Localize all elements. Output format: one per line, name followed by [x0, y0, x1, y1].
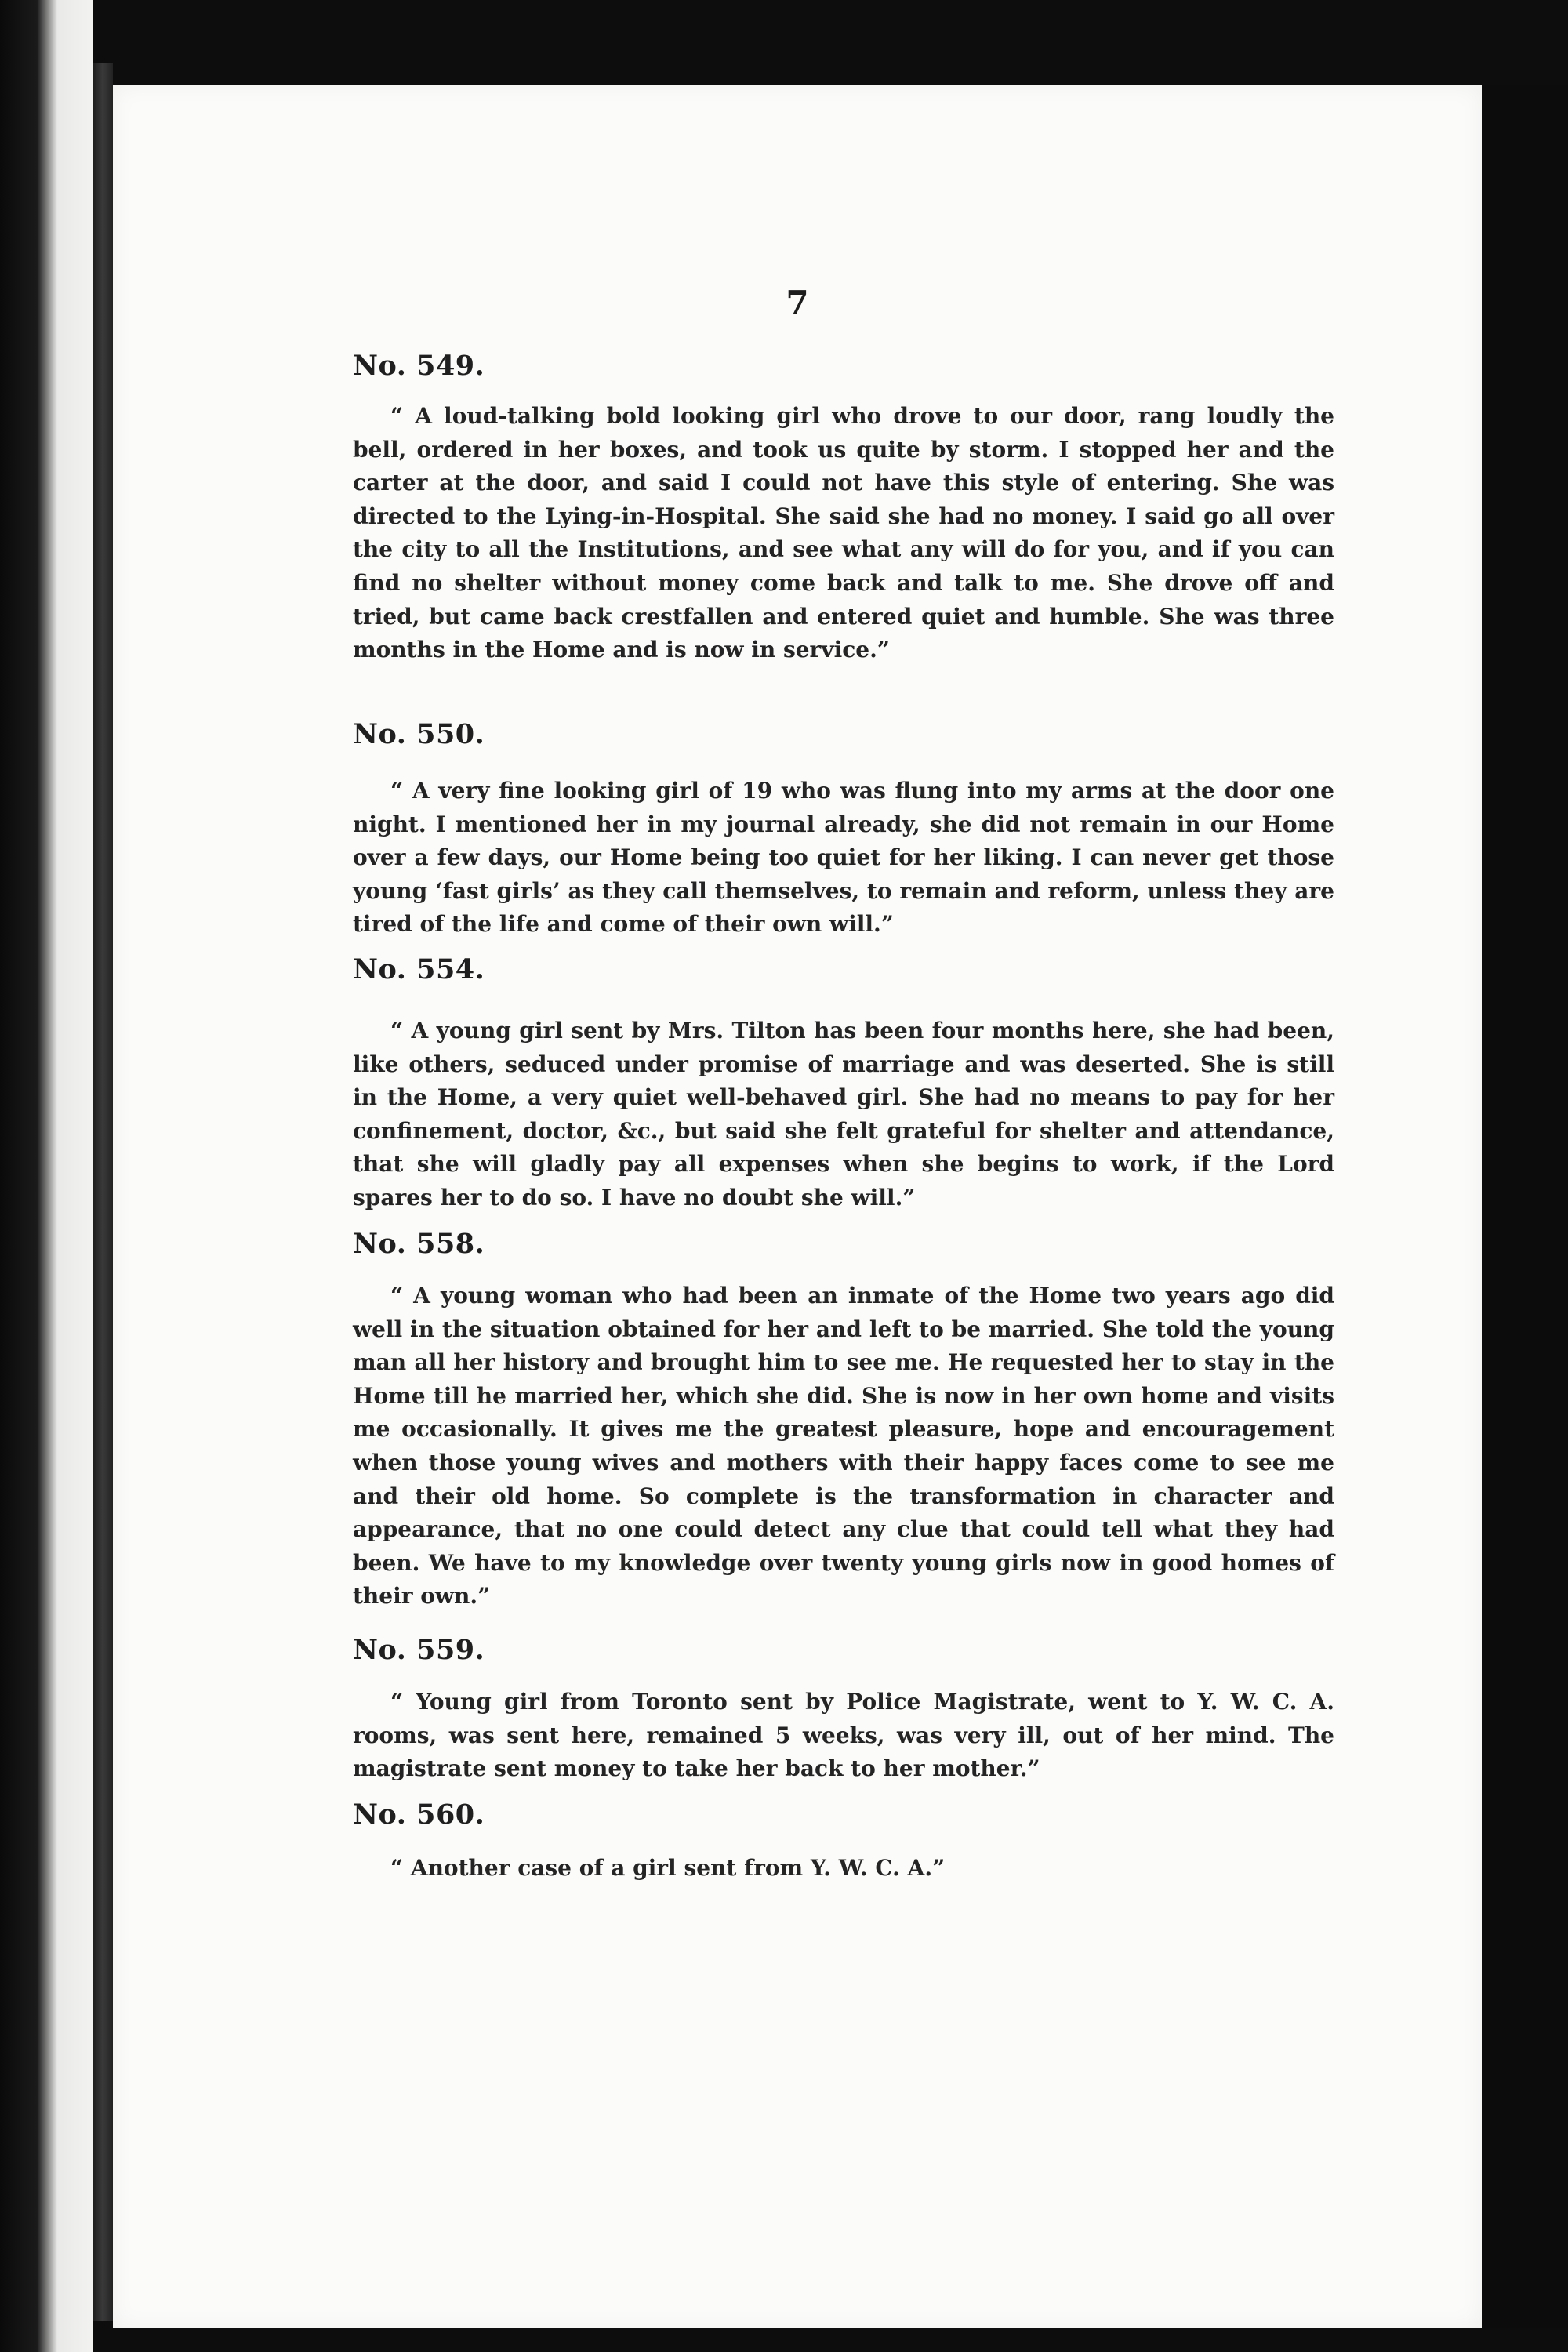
entry-text-559: “ Young girl from Toronto sent by Police Magistrate, went to Y. W. C. A. rooms, was sent here, remained 5 weeks, was very ill, out of her mind. The magistrate sent money to take her back to her mother.” [353, 1689, 1334, 1782]
entry-heading-549: No. 549. [353, 350, 485, 382]
entry-heading-560: No. 560. [353, 1798, 485, 1831]
entry-text-549: “ A loud-talking bold looking girl who drove to our door, rang loudly the bell, ordered in her boxes, and took us quite by storm. I stopped her and the carter at the door, and said I could not have this style of entering. She was directed to the Lying-in-Hospital. She said she had no money. I said go all over the city to all the Institutions, and see what any will do for you, and if you can find no shelter without money come back and talk to me. She drove off and tried, but came back crestfallen and entered quiet and humble. She was three months in the Home and is now in service.” [353, 403, 1334, 663]
scan-background [1482, 85, 1568, 2328]
page-number: 7 [786, 284, 809, 322]
left-page-edge [0, 0, 93, 2352]
document-page [113, 85, 1482, 2328]
entry-text-560: “ Another case of a girl sent from Y. W. C. A.” [390, 1855, 946, 1881]
entry-heading-554: No. 554. [353, 953, 485, 985]
entry-text-554: “ A young girl sent by Mrs. Tilton has been four months here, she had been, like others, seduced under promise of marriage and was deserted. She is still in the Home, a very quiet well-behaved girl. She had no means to pay for her confinement, doctor, &c., but said she felt grateful for shelter and attendance, that she will gladly pay all expenses when she begins to work, if the Lord spares her to do so. I have no doubt she will.” [353, 1018, 1334, 1210]
entry-text-550: “ A very fine looking girl of 19 who was flung into my arms at the door one night. I mentioned her in my journal already, she did not remain in our Home over a few days, our Home being too quiet for her liking. I can never get those young ‘fast girls’ as they call themselves, to remain and reform, unless they are tired of the life and come of their own will.” [353, 778, 1334, 938]
entry-text-558: “ A young woman who had been an inmate of the Home two years ago did well in the situation obtained for her and left to be married. She told the young man all her history and brought him to see me. He requested her to stay in the Home till he married her, which she did. She is now in her own home and visits me occasionally. It gives me the greatest pleasure, hope and encouragement when those young wives and mothers with their happy faces come to see me and their old home. So complete is the transformation in character and appearance, that no one could detect any clue that could tell what they had been. We have to my knowledge over twenty young girls now in good homes of their own.” [353, 1283, 1334, 1610]
entry-heading-559: No. 559. [353, 1634, 485, 1666]
entry-heading-558: No. 558. [353, 1228, 485, 1260]
entry-heading-550: No. 550. [353, 718, 485, 750]
book-spine [93, 63, 113, 2321]
